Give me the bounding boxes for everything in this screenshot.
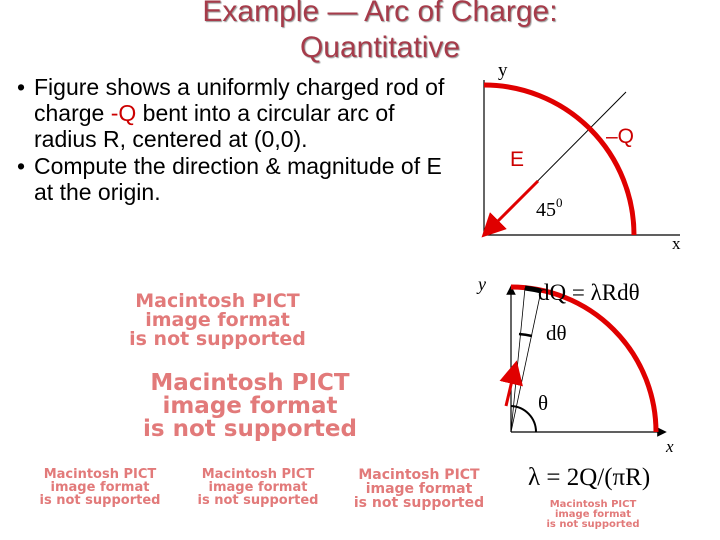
pict-text: is not supported: [129, 328, 306, 350]
lambda-formula: λ = 2Q/(πR): [528, 464, 651, 491]
bottom-de-arrow: [506, 372, 514, 406]
bottom-dq-label: dQ = λRdθ: [538, 280, 640, 305]
pict-text: Macintosh PICT: [150, 370, 350, 396]
bottom-x-label: x: [666, 437, 674, 456]
pict-text: Macintosh PICT: [358, 467, 480, 483]
pict-text: image format: [145, 309, 290, 331]
bottom-theta-arc: [511, 406, 536, 432]
top-charge-label: –Q: [606, 125, 635, 148]
angle-value: 45: [536, 199, 556, 221]
pict-text: image format: [50, 480, 150, 495]
bottom-y-label: y: [478, 274, 486, 294]
top-e-arrow: [490, 181, 538, 229]
pict-text: image format: [365, 481, 473, 497]
bullet-dot-icon: •: [16, 153, 26, 179]
bottom-dtheta-arc: [519, 334, 532, 336]
pict-text: is not supported: [197, 493, 319, 508]
top-e-label: E: [510, 148, 525, 171]
pict-text: Macintosh PICT: [135, 290, 300, 312]
bullet-1-highlight: -Q: [110, 100, 137, 126]
pict-text: Macintosh PICT: [549, 499, 637, 510]
bullet-1-text-end: bent into a circular arc of radius R, centered at (0,0).: [34, 100, 395, 152]
top-angle-label: [536, 195, 563, 221]
pict-text: image format: [162, 393, 338, 419]
bullet-text-2: Compute the direction & magnitude of E at the origin.: [34, 153, 442, 205]
pict-text: image format: [208, 480, 308, 495]
pict-text: Macintosh PICT: [43, 467, 157, 482]
bottom-theta-label: θ: [538, 391, 549, 415]
pict-text: Macintosh PICT: [201, 467, 315, 482]
top-x-label: x: [672, 234, 681, 253]
pict-text: is not supported: [143, 416, 357, 442]
pict-text: is not supported: [39, 493, 161, 508]
title-line-1: Example — Arc of Charge:: [202, 0, 558, 28]
bullet-dot-icon: •: [16, 74, 26, 100]
angle-degree-sup: 0: [556, 195, 563, 210]
bullet-1-text: Figure shows a uniformly charged rod of charge: [34, 74, 445, 126]
pict-text: is not supported: [546, 519, 640, 530]
pict-text: is not supported: [353, 495, 485, 511]
title-line-2: Quantitative: [299, 31, 461, 64]
top-y-label: y: [498, 60, 508, 81]
pict-text: image format: [554, 509, 632, 520]
bottom-charge-arc: [511, 287, 656, 432]
bottom-dtheta-label: dθ: [546, 321, 567, 345]
